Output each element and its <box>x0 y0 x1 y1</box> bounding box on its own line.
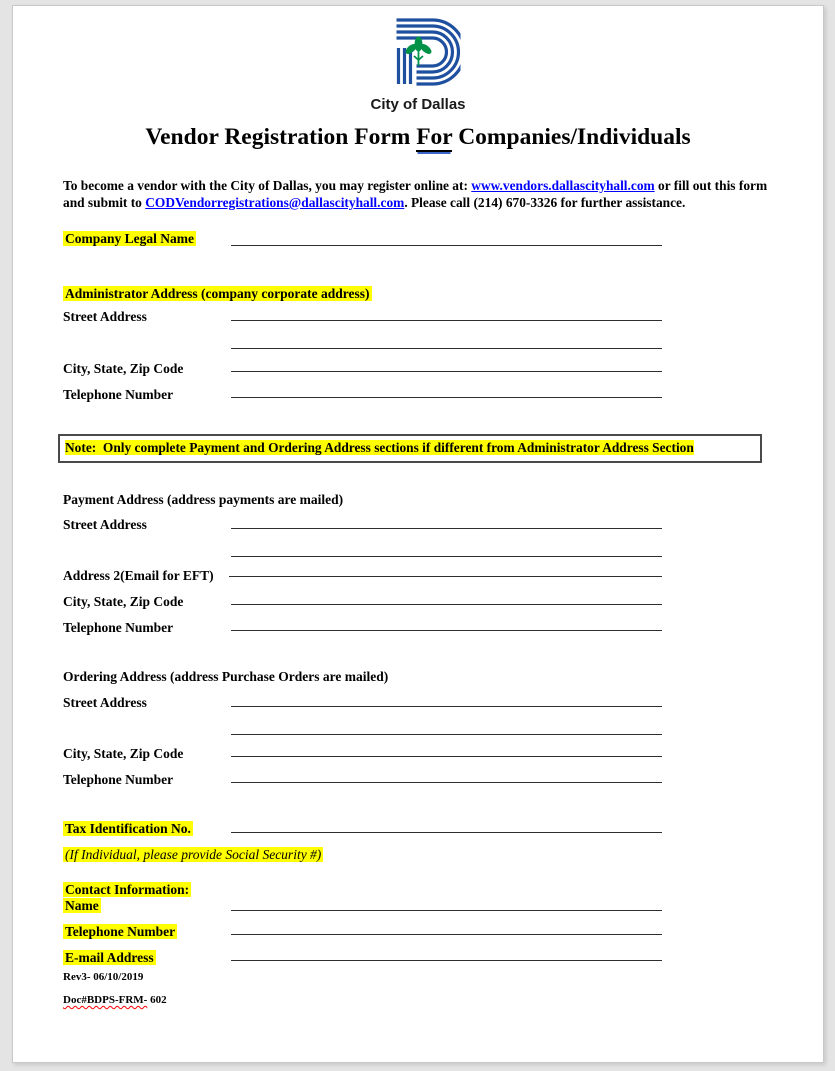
ordering-city-state-zip-label: City, State, Zip Code <box>63 746 184 761</box>
note-box <box>58 434 762 463</box>
payment-street-address-line[interactable] <box>231 528 662 531</box>
contact-email-line[interactable] <box>231 960 662 963</box>
admin-street-address-label: Street Address <box>63 309 147 324</box>
ordering-street-address-label: Street Address <box>63 695 147 710</box>
title-for-underlined: For <box>416 124 453 150</box>
intro-part3: . Please call (214) 670-3326 for further assistance. <box>404 194 686 210</box>
payment-telephone-label: Telephone Number <box>63 620 174 635</box>
payment-city-state-zip-label: City, State, Zip Code <box>63 594 184 609</box>
tax-id-line[interactable] <box>231 832 662 835</box>
ordering-telephone-label: Telephone Number <box>63 772 174 787</box>
vendor-email-link[interactable]: CODVendorregistrations@dallascityhall.com <box>145 194 405 210</box>
tax-id-label: Tax Identification No. <box>65 821 191 836</box>
admin-street-address-line[interactable] <box>231 320 662 323</box>
admin-telephone-line[interactable] <box>231 397 662 400</box>
dallas-d-logo-icon <box>376 14 460 90</box>
form-title <box>13 124 823 151</box>
vendor-registration-link[interactable]: www.vendors.dallascityhall.com <box>471 178 655 193</box>
ordering-address-header: Ordering Address (address Purchase Orders are mailed) <box>63 669 389 684</box>
company-legal-name-line[interactable] <box>231 245 662 248</box>
form-page <box>12 5 824 1063</box>
payment-address2-label: Address 2(Email for EFT) <box>63 568 214 583</box>
ordering-street-address-line-2[interactable] <box>231 734 662 737</box>
revision-text: Rev3- 06/10/2019 <box>63 971 144 983</box>
payment-telephone-line[interactable] <box>231 630 662 633</box>
contact-name-label: Name <box>65 898 99 913</box>
admin-telephone-label: Telephone Number <box>63 387 174 402</box>
ordering-telephone-line[interactable] <box>231 782 662 785</box>
payment-address2-line[interactable] <box>229 576 662 579</box>
admin-city-state-zip-label: City, State, Zip Code <box>63 361 184 376</box>
logo-caption: City of Dallas <box>370 96 466 113</box>
intro-part1: To become a vendor with the City of Dallas, you may register online at: <box>63 178 472 193</box>
payment-street-address-line-2[interactable] <box>231 556 662 559</box>
title-post: Companies/Individuals <box>452 124 691 150</box>
city-of-dallas-logo <box>370 14 465 113</box>
intro-paragraph <box>63 178 779 211</box>
contact-name-line[interactable] <box>231 910 662 913</box>
contact-telephone-label: Telephone Number <box>65 924 176 939</box>
note-text: Note: Only complete Payment and Ordering Address sections if different from Administrator Address Section <box>65 440 694 455</box>
ordering-city-state-zip-line[interactable] <box>231 756 662 759</box>
contact-telephone-line[interactable] <box>231 934 662 937</box>
ordering-street-address-line[interactable] <box>231 706 662 709</box>
title-pre: Vendor Registration Form <box>145 124 417 150</box>
payment-street-address-label: Street Address <box>63 517 147 532</box>
tax-id-note: (If Individual, please provide Social Security #) <box>65 847 322 862</box>
contact-email-label: E-mail Address <box>65 950 154 965</box>
admin-street-address-line-2[interactable] <box>231 348 662 351</box>
doc-suffix: 602 <box>147 994 167 1006</box>
admin-city-state-zip-line[interactable] <box>231 371 662 374</box>
payment-city-state-zip-line[interactable] <box>231 604 662 607</box>
company-legal-name-label: Company Legal Name <box>65 231 194 246</box>
doc-code: Doc#BDPS-FRM- <box>63 994 148 1006</box>
administrator-address-header: Administrator Address (company corporate address) <box>65 286 370 301</box>
doc-number-text <box>63 994 167 1006</box>
intro-part2: or fill out this form and submit to <box>63 178 768 210</box>
contact-information-header: Contact Information: <box>65 882 190 897</box>
payment-address-header: Payment Address (address payments are mailed) <box>63 492 344 507</box>
